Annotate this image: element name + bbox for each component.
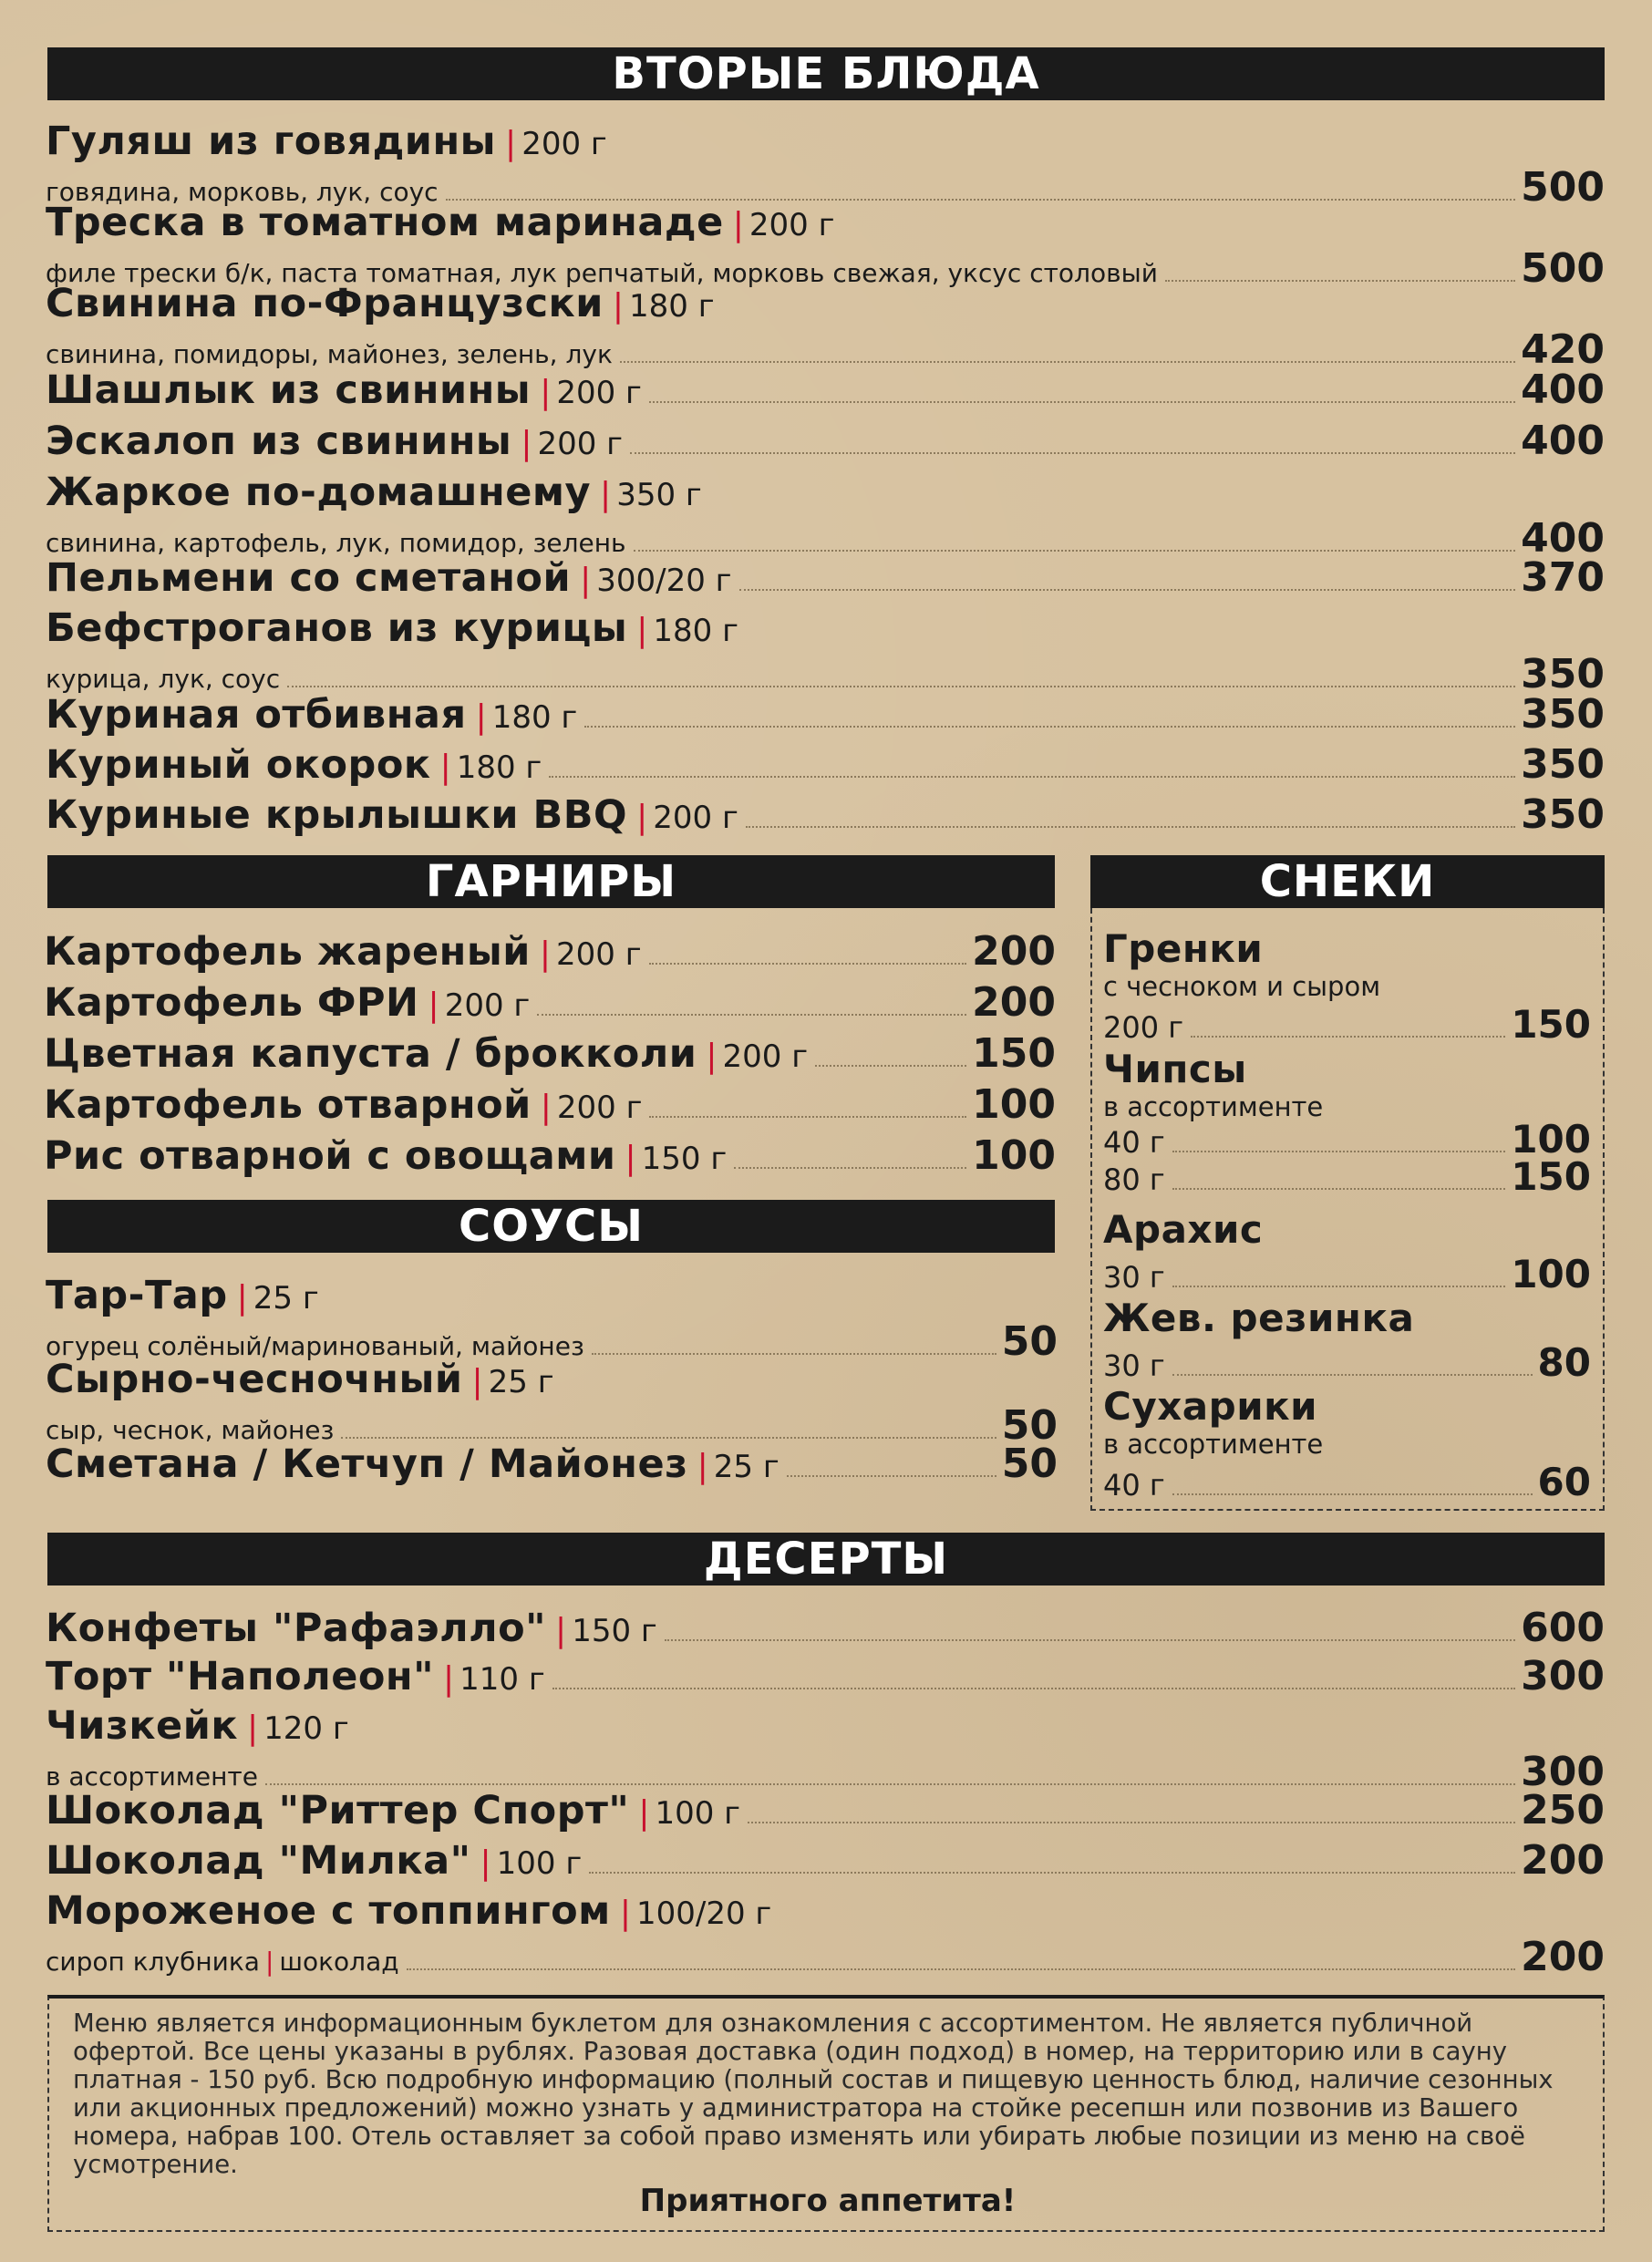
item-weight: 200 г (1103, 1010, 1184, 1045)
item-price: 80 (1537, 1340, 1591, 1385)
disclaimer-box (47, 1995, 1605, 2232)
item-price: 400 (1521, 515, 1605, 562)
item-weight: 180 г (653, 613, 738, 649)
item-weight: 100/20 г (635, 1895, 772, 1932)
item-name: Арахис (1103, 1207, 1264, 1252)
item-name: Тар-Тар (46, 1273, 228, 1318)
item-description: сыр, чеснок, майонез (46, 1415, 335, 1445)
closing-text: Приятного аппетита! (639, 2183, 1017, 2219)
item-weight: 110 г (459, 1661, 545, 1698)
item-weight: 180 г (456, 749, 542, 786)
item-price: 100 (972, 1081, 1056, 1128)
item-price: 500 (1521, 164, 1605, 211)
item-name: Чизкейк (46, 1703, 239, 1749)
item-weight: 120 г (263, 1710, 349, 1747)
item-name: Конфеты "Рафаэлло" (46, 1606, 547, 1651)
item-weight: 200 г (722, 1038, 809, 1075)
item-name: Куриная отбивная (46, 692, 467, 738)
section-header-snacks: СНЕКИ (1090, 855, 1605, 908)
section-header-sauces: СОУСЫ (47, 1200, 1055, 1253)
menu-item: Бефстроганов из курицы | 180 г курица, лук, соус 350 (46, 605, 1605, 697)
item-name: Картофель жареный (44, 929, 531, 975)
snack-item (1103, 926, 1591, 1047)
item-name: Шоколад "Риттер Спорт" (46, 1788, 630, 1833)
item-name: Свинина по-Французски (46, 281, 604, 326)
menu-item: Конфеты "Рафаэлло" | 150 г 600 (46, 1605, 1605, 1651)
item-weight: 25 г (713, 1449, 780, 1485)
menu-item: Куриные крылышки BBQ | 200 г 350 (46, 791, 1605, 838)
item-name: Бефстроганов из курицы (46, 605, 628, 651)
item-weight: 30 г (1103, 1348, 1165, 1383)
menu-item: Тар-Тар | 25 г огурец солёный/маринованый, майонез 50 (46, 1273, 1058, 1365)
item-weight: 150 г (572, 1613, 657, 1649)
item-price: 400 (1521, 418, 1605, 464)
snack-item (1103, 1047, 1591, 1197)
item-price: 250 (1521, 1787, 1605, 1833)
item-name: Гренки (1103, 926, 1264, 971)
item-price: 60 (1537, 1460, 1591, 1504)
item-price: 100 (1511, 1117, 1591, 1162)
item-name: Сметана / Кетчуп / Майонез (46, 1441, 688, 1487)
item-price: 150 (1511, 1154, 1591, 1199)
item-description: огурец солёный/маринованый, майонез (46, 1331, 584, 1361)
item-name: Цветная капуста / брокколи (44, 1031, 697, 1077)
item-name: Сырно-чесночный (46, 1357, 463, 1402)
menu-item: Жаркое по-домашнему | 350 г свинина, картофель, лук, помидор, зелень 400 (46, 470, 1605, 562)
menu-item: Свинина по-Французски | 180 г свинина, помидоры, майонез, зелень, лук 420 (46, 281, 1605, 373)
item-name: Торт "Наполеон" (46, 1654, 435, 1699)
item-price: 50 (1001, 1402, 1058, 1449)
item-price: 200 (972, 979, 1056, 1026)
item-price: 50 (1001, 1441, 1058, 1487)
item-name: Чипсы (1103, 1047, 1247, 1091)
item-price: 300 (1521, 1749, 1605, 1795)
item-name: Гуляш из говядины (46, 119, 497, 164)
menu-item: Гуляш из говядины | 200 г говядина, морковь, лук, соус 500 (46, 119, 1605, 211)
menu-item: Куриный окорок | 180 г 350 (46, 741, 1605, 788)
item-description: в ассортименте (1103, 1091, 1324, 1122)
item-name: Сухарики (1103, 1384, 1318, 1429)
item-weight: 200 г (521, 126, 607, 162)
item-name: Картофель ФРИ (44, 980, 419, 1026)
item-description: сироп клубника (46, 1947, 260, 1977)
menu-item: Чизкейк | 120 г в ассортименте 300 (46, 1703, 1605, 1795)
item-price: 370 (1521, 554, 1605, 601)
snack-item (1103, 1207, 1591, 1296)
menu-item: Треска в томатном маринаде | 200 г филе трески б/к, паста томатная, лук репчатый, морковь свежая, уксус столовый 500 (46, 200, 1605, 292)
item-weight: 350 г (616, 477, 702, 513)
section-header-garnish: ГАРНИРЫ (47, 855, 1055, 908)
item-weight: 25 г (488, 1364, 554, 1400)
item-price: 350 (1521, 691, 1605, 738)
item-description: филе трески б/к, паста томатная, лук репчатый, морковь свежая, уксус столовый (46, 258, 1158, 288)
item-name: Пельмени со сметаной (46, 555, 572, 601)
item-weight: 200 г (749, 207, 835, 243)
menu-item: Сметана / Кетчуп / Майонез | 25 г 50 (46, 1441, 1058, 1487)
item-weight: 200 г (653, 800, 738, 836)
item-name: Шашлык из свинины (46, 367, 532, 413)
item-name: Жев. резинка (1103, 1296, 1415, 1340)
item-weight: 300/20 г (596, 563, 732, 599)
item-name: Картофель отварной (44, 1082, 532, 1128)
item-price: 400 (1521, 367, 1605, 413)
section-header-main-dishes: ВТОРЫЕ БЛЮДА (47, 47, 1605, 100)
item-name: Рис отварной с овощами (44, 1133, 616, 1179)
item-price: 300 (1521, 1653, 1605, 1699)
item-name: Мороженое с топпингом (46, 1888, 611, 1934)
item-description: с чесноком и сыром (1103, 971, 1381, 1002)
snack-item (1103, 1384, 1591, 1504)
item-name: Куриный окорок (46, 742, 431, 788)
menu-item: Куриная отбивная | 180 г 350 (46, 691, 1605, 738)
item-description: в ассортименте (1103, 1429, 1324, 1460)
item-weight: 180 г (491, 699, 578, 736)
menu-item: Картофель ФРИ | 200 г 200 (44, 979, 1056, 1026)
item-price: 350 (1521, 741, 1605, 788)
item-price: 500 (1521, 245, 1605, 292)
item-price: 200 (1521, 1934, 1605, 1980)
item-weight: 180 г (629, 288, 715, 325)
item-name: Эскалоп из свинины (46, 418, 512, 464)
item-weight: 25 г (253, 1280, 319, 1317)
item-weight: 40 г (1103, 1125, 1165, 1160)
item-weight: 40 г (1103, 1468, 1165, 1503)
item-price: 200 (1521, 1837, 1605, 1884)
menu-item: Сырно-чесночный | 25 г сыр, чеснок, майонез 50 (46, 1357, 1058, 1449)
menu-item: Картофель жареный | 200 г 200 (44, 928, 1056, 975)
item-price: 350 (1521, 651, 1605, 697)
item-weight: 80 г (1103, 1162, 1165, 1197)
item-weight: 30 г (1103, 1260, 1165, 1295)
item-weight: 200 г (556, 1090, 643, 1126)
menu-item: Шоколад "Милка" | 100 г 200 (46, 1837, 1605, 1884)
item-description: курица, лук, соус (46, 664, 281, 694)
item-description: свинина, помидоры, майонез, зелень, лук (46, 339, 613, 369)
item-name: Куриные крылышки BBQ (46, 792, 628, 838)
item-price: 100 (972, 1132, 1056, 1179)
menu-item: Эскалоп из свинины | 200 г 400 (46, 418, 1605, 464)
item-description: свинина, картофель, лук, помидор, зелень (46, 528, 626, 558)
menu-item: Шашлык из свинины | 200 г 400 (46, 367, 1605, 413)
item-description: говядина, морковь, лук, соус (46, 177, 439, 207)
item-price: 200 (972, 928, 1056, 975)
item-weight: 150 г (641, 1141, 728, 1177)
item-weight: 200 г (537, 426, 624, 462)
item-weight: 200 г (556, 375, 642, 411)
item-weight: 200 г (556, 936, 642, 973)
item-name: Шоколад "Милка" (46, 1838, 471, 1884)
item-weight: 200 г (444, 987, 531, 1024)
item-weight: 100 г (496, 1845, 583, 1882)
section-header-desserts: ДЕСЕРТЫ (47, 1533, 1605, 1585)
item-price: 420 (1521, 326, 1605, 373)
item-weight: 100 г (655, 1795, 741, 1832)
menu-item: Цветная капуста / брокколи | 200 г 150 (44, 1030, 1056, 1077)
snack-item (1103, 1296, 1591, 1385)
item-price: 600 (1521, 1605, 1605, 1651)
menu-item: Шоколад "Риттер Спорт" | 100 г 250 (46, 1787, 1605, 1833)
menu-item: Пельмени со сметаной | 300/20 г 370 (46, 554, 1605, 601)
menu-item: Рис отварной с овощами | 150 г 100 (44, 1132, 1056, 1179)
menu-item: Мороженое с топпингом | 100/20 г сироп клубника | шоколад 200 (46, 1888, 1605, 1980)
item-description: шоколад (279, 1947, 399, 1977)
disclaimer-text: Меню является информационным буклетом для ознакомления с ассортиментом. Не является публичной офертой. Все цены указаны в рублях. Разовая доставка (один подход) в номер, на территорию или в сауну платная - 150 руб. Всю подробную информацию (полный состав и пищевую ценность блюд, наличие сезонных или акционных предложений) можно узнать у администратора на стойке ресепшн или позвонив из Вашего номера, набрав 100. Отель оставляет за собой право изменять или убирать любые позиции из меню на своё усмотрение. (73, 2009, 1554, 2179)
menu-item: Торт "Наполеон" | 110 г 300 (46, 1653, 1605, 1699)
menu-item: Картофель отварной | 200 г 100 (44, 1081, 1056, 1128)
item-description: в ассортименте (46, 1761, 258, 1792)
item-price: 150 (1511, 1002, 1591, 1047)
item-price: 100 (1511, 1252, 1591, 1296)
item-price: 150 (972, 1030, 1056, 1077)
item-name: Жаркое по-домашнему (46, 470, 592, 515)
item-name: Треска в томатном маринаде (46, 200, 724, 245)
item-price: 350 (1521, 791, 1605, 838)
item-price: 50 (1001, 1318, 1058, 1365)
